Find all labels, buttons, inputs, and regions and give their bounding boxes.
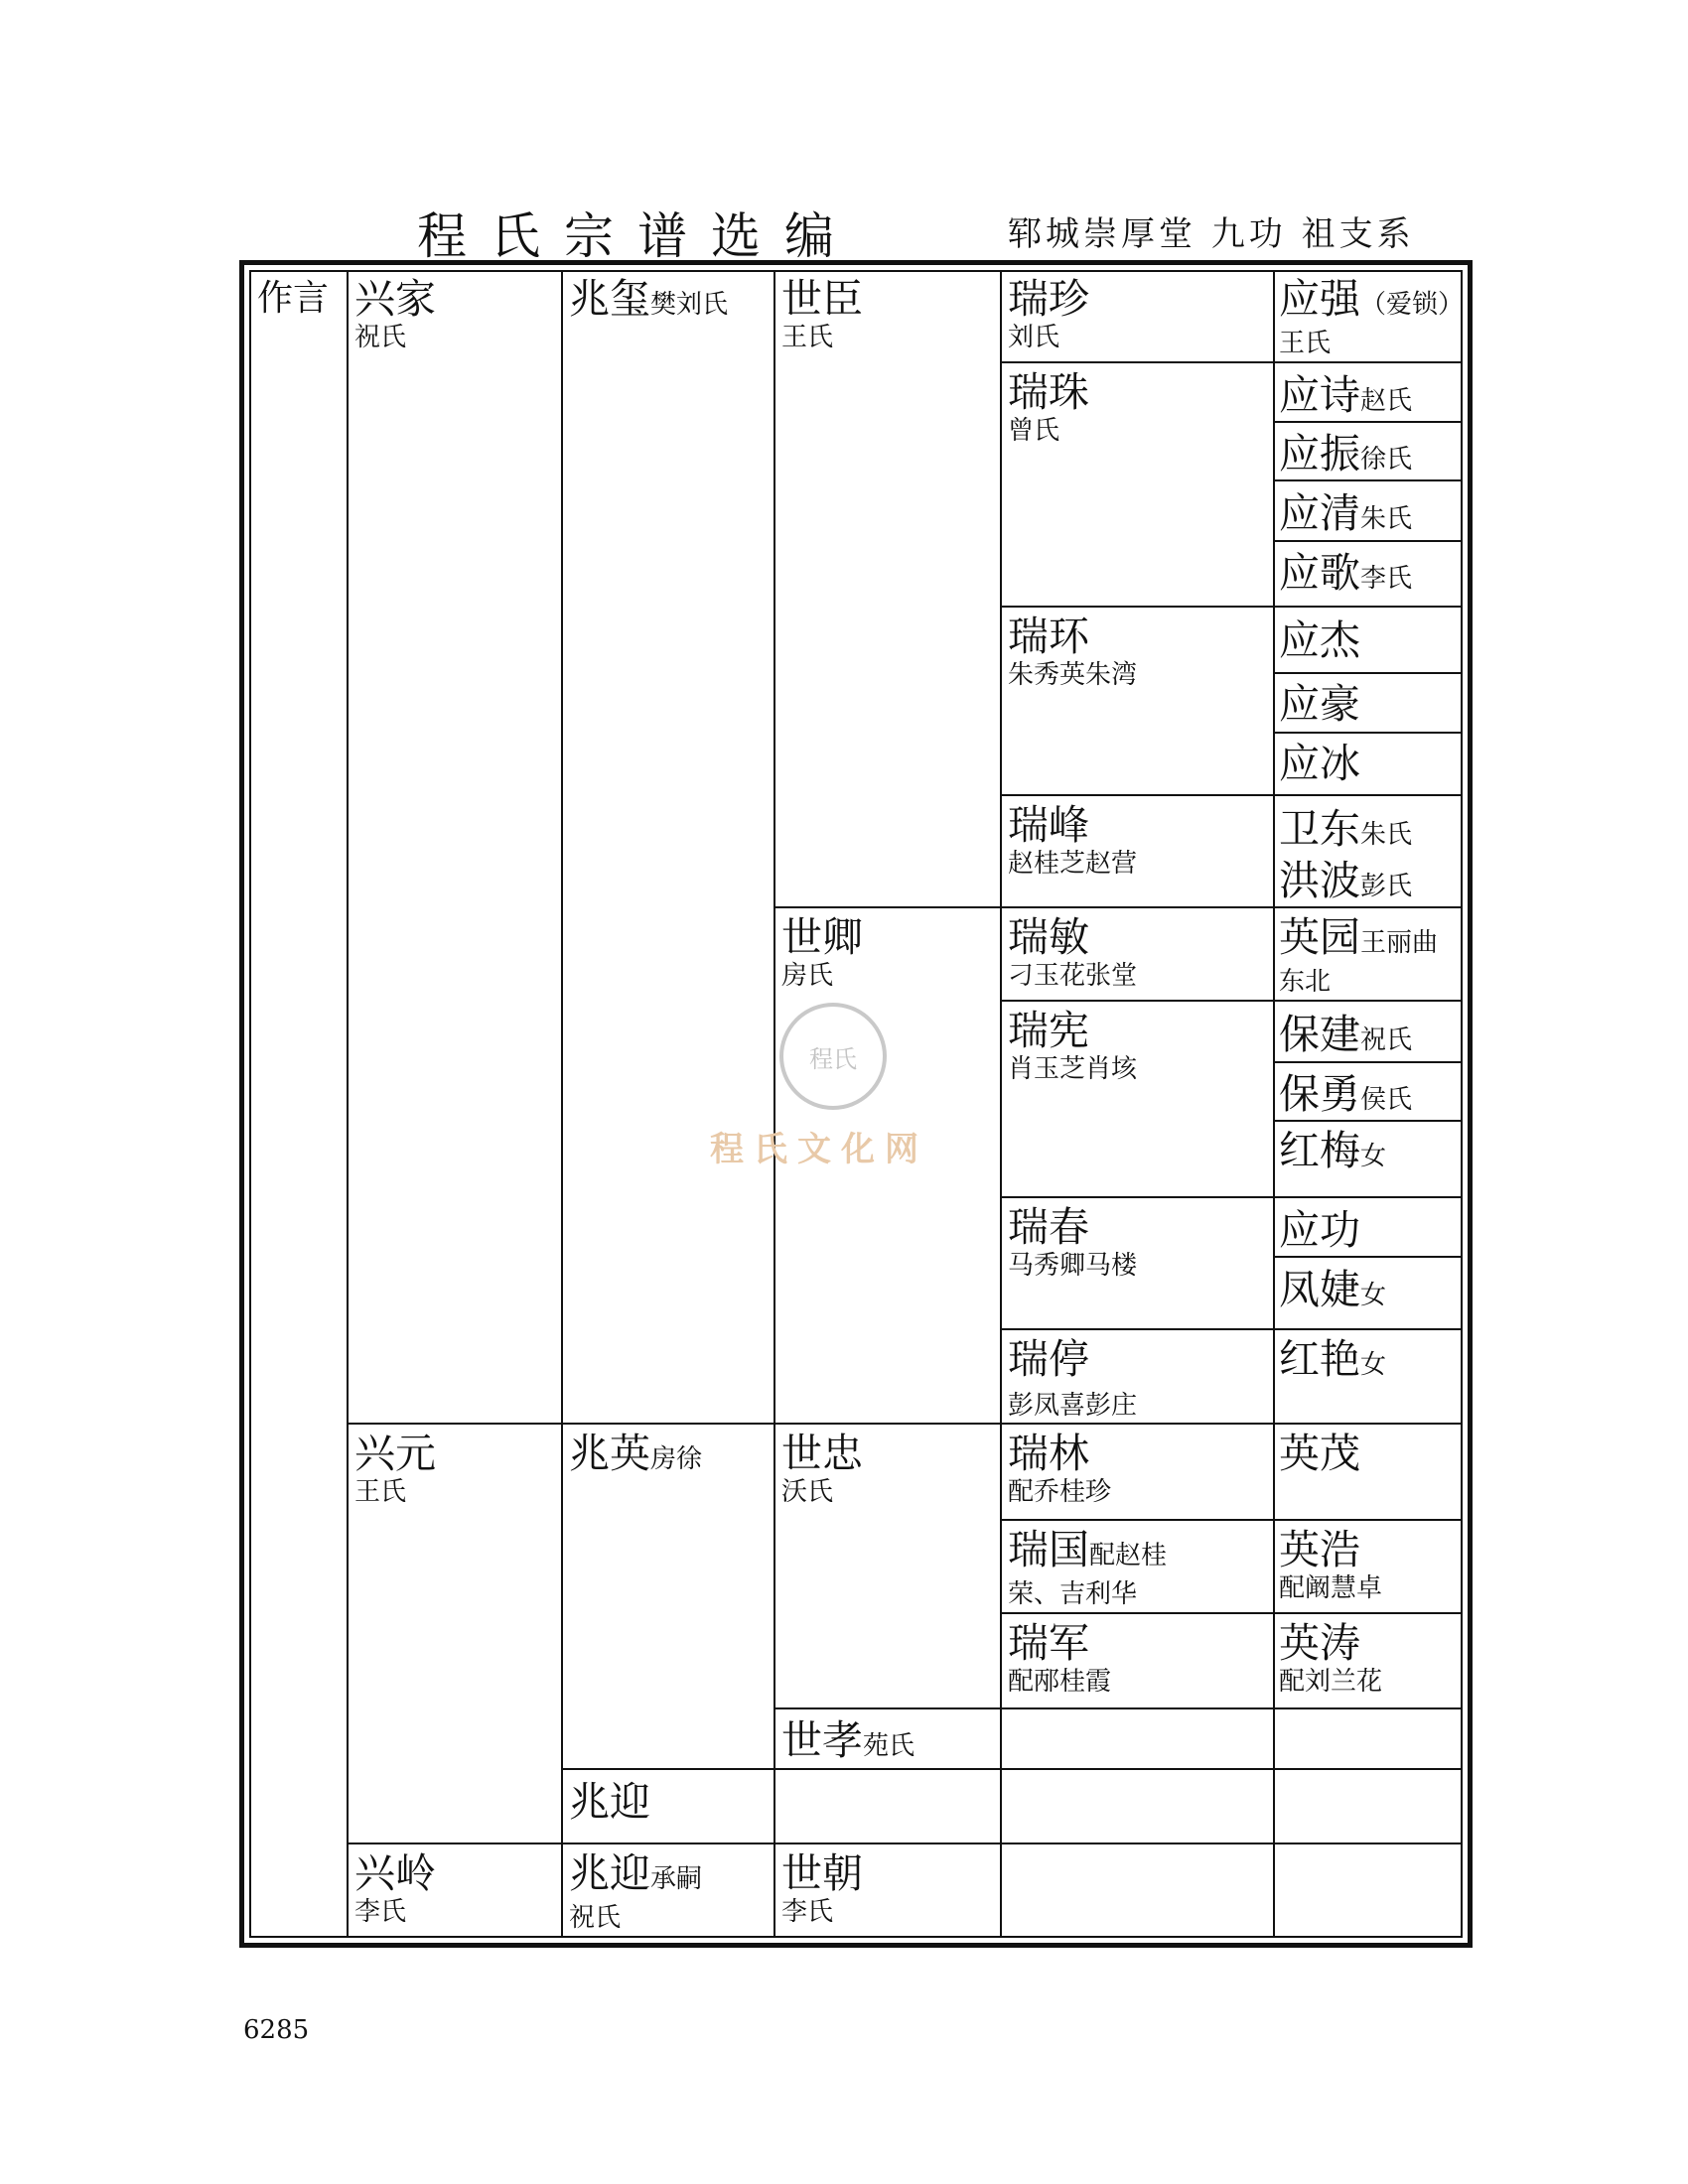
spouse-name-cont: 东北 — [1279, 967, 1332, 997]
person-entry — [1279, 1527, 1382, 1604]
spouse-name: 樊刘氏 — [650, 290, 729, 320]
gender-note: 女 — [1360, 1142, 1387, 1171]
person-name: 兆迎 — [569, 1849, 650, 1897]
person-entry — [1279, 1431, 1360, 1476]
spouse-name: 祝氏 — [1360, 1025, 1413, 1055]
spouse-name: 沃氏 — [781, 1477, 834, 1507]
column-divider — [561, 270, 563, 1938]
person-name: 应杰 — [1279, 616, 1360, 664]
person-name: 应歌 — [1279, 549, 1360, 597]
page-number: 6285 — [243, 2015, 310, 2045]
person-name: 英园 — [1279, 913, 1360, 961]
person-name: 凤婕 — [1279, 1266, 1360, 1313]
person-name: 瑞停 — [1008, 1335, 1089, 1383]
person-entry — [1279, 914, 1438, 998]
spouse-name: 李氏 — [781, 1897, 834, 1927]
person-entry — [1008, 1336, 1137, 1422]
site-watermark: 程氏文化网 — [710, 1130, 928, 1169]
person-name: 应诗 — [1279, 371, 1360, 419]
spouse-name: 配邴桂霞 — [1008, 1667, 1112, 1697]
person-entry — [1279, 1128, 1386, 1179]
spouse-name: 配赵桂 — [1089, 1541, 1168, 1570]
person-name: 世卿 — [781, 913, 863, 961]
row-divider — [1000, 1612, 1463, 1614]
person-entry — [569, 1850, 702, 1934]
person-name: 世孝 — [781, 1716, 863, 1764]
spouse-name: 肖玉芝肖垓 — [1008, 1054, 1138, 1084]
spouse-name: 房徐 — [650, 1444, 703, 1474]
person-name: 瑞春 — [1008, 1203, 1089, 1251]
row-divider — [1000, 361, 1463, 363]
person-entry — [781, 914, 863, 992]
person-name: 兴岭 — [354, 1849, 436, 1897]
person-name: 瑞林 — [1008, 1430, 1089, 1477]
person-entry — [569, 276, 728, 328]
ancestor-name: 作言 — [257, 278, 330, 319]
row-divider — [1273, 732, 1463, 734]
row-divider — [347, 1843, 1463, 1844]
row-divider — [1000, 1196, 1463, 1198]
person-entry — [1008, 369, 1089, 447]
person-entry — [1008, 1431, 1111, 1508]
spouse-name: 配乔桂珍 — [1008, 1477, 1112, 1507]
person-name: 瑞环 — [1008, 613, 1089, 660]
spouse-name: 房氏 — [781, 961, 834, 991]
spouse-name: 祝氏 — [569, 1903, 622, 1933]
spouse-name-cont: 荣、吉利华 — [1008, 1579, 1138, 1609]
row-divider — [1000, 794, 1463, 796]
person-name: 卫东 — [1279, 805, 1360, 853]
person-name: 世忠 — [781, 1430, 863, 1477]
spouse-name: 刁玉花张堂 — [1008, 961, 1138, 991]
spouse-name: 朱氏 — [1360, 820, 1413, 850]
person-name: 瑞珠 — [1008, 368, 1089, 416]
spouse-name: 侯氏 — [1360, 1085, 1413, 1115]
spouse-name: 曾氏 — [1008, 416, 1060, 446]
person-name: 保建 — [1279, 1011, 1360, 1058]
row-divider — [1000, 1328, 1463, 1330]
row-divider — [1000, 606, 1463, 608]
person-name: 兆英 — [569, 1430, 650, 1477]
person-name: 瑞军 — [1008, 1619, 1089, 1667]
spouse-name: 祝氏 — [354, 323, 407, 352]
spouse-name: 朱氏 — [1360, 504, 1413, 534]
person-name: 英涛 — [1279, 1619, 1360, 1667]
row-divider — [1000, 1000, 1463, 1002]
person-entry — [1279, 1620, 1382, 1698]
person-entry — [1008, 1527, 1167, 1610]
person-entry — [1008, 1008, 1137, 1085]
spouse-name: 马秀卿马楼 — [1008, 1251, 1138, 1281]
nickname: （爱锁） — [1360, 290, 1465, 320]
column-divider — [347, 270, 349, 1938]
person-name: 兴元 — [354, 1430, 436, 1477]
person-name: 保勇 — [1279, 1070, 1360, 1118]
person-entry — [1008, 276, 1089, 353]
person-entry — [1279, 431, 1412, 482]
person-name: 兆玺 — [569, 275, 650, 323]
spouse-name: 王丽曲 — [1360, 928, 1439, 958]
person-entry — [781, 1717, 914, 1769]
person-entry — [569, 1431, 702, 1482]
spouse-name: 王氏 — [781, 323, 834, 352]
person-entry — [1279, 681, 1360, 727]
person-entry — [781, 276, 863, 353]
person-entry — [354, 276, 436, 353]
person-name: 英浩 — [1279, 1526, 1360, 1573]
spouse-name: 徐氏 — [1360, 445, 1413, 475]
person-name: 红梅 — [1279, 1127, 1360, 1174]
adoption-note: 承嗣 — [650, 1864, 703, 1894]
page-title: 程氏宗谱选编 — [417, 207, 858, 265]
spouse-name: 李氏 — [1360, 564, 1413, 594]
row-divider — [1273, 1256, 1463, 1258]
person-name: 应清 — [1279, 489, 1360, 537]
person-entry — [1279, 1336, 1386, 1388]
person-name: 瑞国 — [1008, 1526, 1089, 1573]
person-entry — [1279, 617, 1360, 663]
person-entry — [1279, 1012, 1412, 1063]
person-entry — [1008, 802, 1137, 880]
spouse-name: 李氏 — [354, 1897, 407, 1927]
person-entry — [1279, 490, 1412, 542]
person-name: 兆迎 — [569, 1778, 650, 1826]
person-entry — [1008, 614, 1137, 691]
gender-note: 女 — [1360, 1350, 1387, 1380]
branch-subtitle: 郓城崇厚堂 九功 祖支系 — [1008, 214, 1415, 254]
person-name: 世臣 — [781, 275, 863, 323]
person-name: 应强 — [1279, 275, 1360, 323]
person-name: 英茂 — [1279, 1430, 1360, 1477]
row-divider — [561, 1768, 1463, 1770]
person-name: 应豪 — [1279, 680, 1360, 728]
person-entry — [1279, 276, 1464, 359]
spouse-name: 配刘兰花 — [1279, 1667, 1383, 1697]
person-entry — [1279, 1267, 1386, 1318]
person-entry — [781, 1850, 863, 1928]
person-name: 应功 — [1279, 1206, 1360, 1254]
seal-watermark: 程氏 — [779, 1003, 887, 1110]
person-name: 瑞宪 — [1008, 1007, 1089, 1054]
person-name: 洪波 — [1279, 857, 1360, 904]
spouse-name: 刘氏 — [1008, 323, 1060, 352]
person-name: 兴家 — [354, 275, 436, 323]
person-name: 世朝 — [781, 1849, 863, 1897]
person-entry — [354, 1850, 436, 1928]
spouse-name: 王氏 — [1279, 329, 1332, 358]
person-entry — [781, 1431, 863, 1508]
person-entry — [1279, 806, 1412, 909]
person-entry — [1279, 1207, 1360, 1253]
column-divider — [774, 270, 775, 1938]
person-name: 应冰 — [1279, 740, 1360, 787]
gender-note: 女 — [1360, 1281, 1387, 1310]
person-entry — [1279, 550, 1412, 602]
person-entry — [354, 1431, 436, 1508]
row-divider — [347, 1423, 1463, 1425]
person-entry — [1008, 1204, 1137, 1282]
spouse-name: 赵氏 — [1360, 386, 1413, 416]
person-entry — [1279, 741, 1360, 786]
person-name: 瑞峰 — [1008, 801, 1089, 849]
person-entry — [1279, 372, 1412, 424]
person-entry — [1279, 1071, 1412, 1123]
column-divider — [1273, 270, 1275, 1938]
row-divider — [1273, 672, 1463, 674]
person-entry — [1008, 914, 1137, 992]
spouse-name: 配阚慧卓 — [1279, 1573, 1383, 1603]
person-name: 红艳 — [1279, 1335, 1360, 1383]
spouse-name: 赵桂芝赵营 — [1008, 849, 1138, 879]
row-divider — [1000, 1519, 1463, 1521]
spouse-name: 王氏 — [354, 1477, 407, 1507]
spouse-name: 彭凤喜彭庄 — [1008, 1391, 1138, 1421]
spouse-name: 朱秀英朱湾 — [1008, 660, 1138, 690]
person-name: 应振 — [1279, 430, 1360, 478]
spouse-name: 彭氏 — [1360, 872, 1413, 901]
person-entry — [1008, 1620, 1111, 1698]
person-entry — [569, 1779, 650, 1825]
person-name: 瑞敏 — [1008, 913, 1089, 961]
person-name: 瑞珍 — [1008, 275, 1089, 323]
column-divider — [1000, 270, 1002, 1938]
row-divider — [774, 1707, 1463, 1709]
spouse-name: 苑氏 — [863, 1731, 915, 1761]
